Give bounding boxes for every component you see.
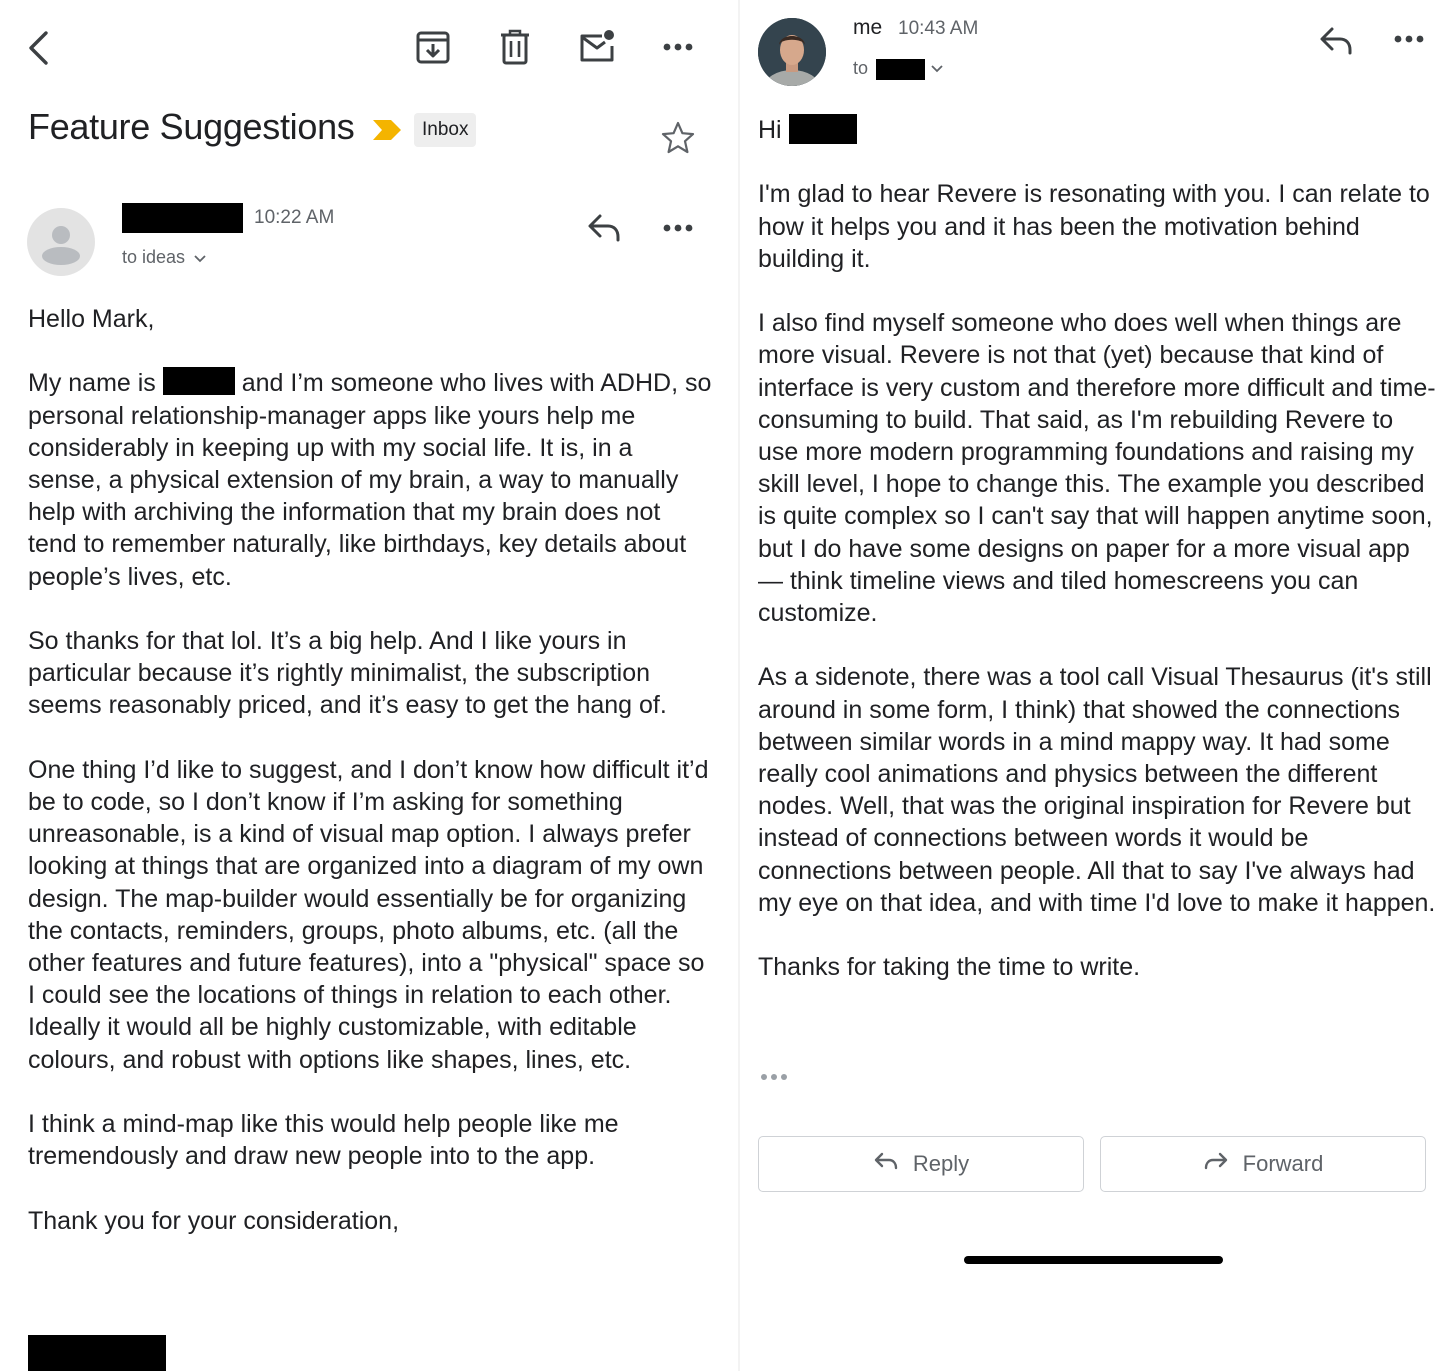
reply-body: [758, 114, 1438, 983]
body-paragraph: One thing I’d like to suggest, and I don’t know how difficult it’d be to code, so I don’t know if I’m asking for something unreasonable, is a kind of visual map option. I always prefer looking at things that are organized into a diagram of my own design. The map-builder would essentially be for organizing the contacts, reminders, groups, photo albums, etc. (all the other features and future features), into a "physical" space so I could see the locations of things in relation to each other. Ideally it would all be highly customizable, with editable colours, and robust with options like shapes, lines, etc.: [28, 755, 709, 1074]
closing: Thank you for your consideration,: [28, 1206, 400, 1235]
show-trimmed-content-icon[interactable]: [760, 1072, 790, 1082]
intro-text: My name is: [28, 369, 156, 398]
reply-button-label: Reply: [912, 1151, 970, 1176]
redacted-recipient: [876, 59, 925, 80]
body-paragraph: I also find myself someone who does well when things are more visual. Revere is not that (yet) because that kind of interface is very custom and therefore more difficult and time-consuming to build. That said, as I'm rebuilding Revere to use more modern programming foundations and raising my skill level, I hope to change this. The example you described is quite complex so I can't say that will happen anytime soon, but I do have some designs on paper for a more visual app — think timeline views and tiled homescreens you can customize.: [758, 309, 1436, 628]
redacted-name: [163, 367, 235, 395]
archive-icon[interactable]: [415, 29, 451, 65]
intro-text-continued: and I’m someone who lives with ADHD, so personal relationship-manager apps like yours help me considerably in keeping up with my social life. It is, in a sense, a physical extension of my brain, a way to manually help with archiving the information that my brain does not tend to remember naturally, like birthdays, key details about people’s lives, etc.: [28, 369, 712, 591]
closing: Thanks for taking the time to write.: [758, 953, 1141, 982]
redacted-name: [789, 114, 857, 144]
recipients-toggle[interactable]: [122, 247, 206, 268]
forward-button-label: Forward: [1242, 1151, 1324, 1176]
mark-unread-icon[interactable]: [578, 28, 616, 64]
body-paragraph: So thanks for that lol. It’s a big help. And I like yours in particular because it’s rightly minimalist, the subscription seems reasonably priced, and it’s easy to get the hang of.: [28, 627, 667, 720]
redacted-signature: [28, 1335, 166, 1371]
recipient-text: to: [853, 58, 869, 78]
reply-arrow-icon: [873, 1151, 899, 1177]
greeting: Hello Mark,: [28, 305, 155, 333]
reply-recipients-toggle[interactable]: [853, 58, 868, 79]
star-icon[interactable]: [660, 120, 696, 156]
reply-icon[interactable]: [1318, 25, 1354, 55]
body-paragraph: As a sidenote, there was a tool call Visual Thesaurus (it's still around in some form, I think) that showed the connections between similar words in a mind mappy way. It had some really cool animations and physics between the different nodes. Well, that was the original inspiration for Revere but instead of connections between words it would be connections between people. All that to say I've always had my eye on that idea, and with time I'd love to make it happen.: [758, 663, 1436, 917]
recipient-text: to ideas: [122, 247, 186, 267]
trash-icon[interactable]: [498, 29, 532, 65]
forward-arrow-icon: [1203, 1151, 1229, 1177]
chevron-down-icon[interactable]: [931, 65, 943, 73]
back-arrow-icon[interactable]: [26, 30, 52, 66]
sender-avatar[interactable]: [27, 208, 95, 276]
greeting: Hi: [758, 116, 782, 144]
redacted-sender-name: [122, 203, 243, 233]
reply-button[interactable]: [758, 1136, 1084, 1192]
email-subject: Feature Suggestions: [28, 106, 355, 147]
sender-avatar-photo[interactable]: [758, 18, 826, 86]
body-paragraph: I think a mind-map like this would help people like me tremendously and draw new people into to the app.: [28, 1110, 619, 1171]
sender-name: me: [853, 16, 883, 39]
message-time: 10:22 AM: [254, 207, 335, 228]
more-horizontal-icon[interactable]: [663, 42, 693, 52]
message-body: [28, 303, 713, 1237]
importance-marker-icon: [371, 118, 403, 142]
message-more-icon[interactable]: [1394, 34, 1424, 44]
body-paragraph: [28, 367, 713, 592]
forward-button[interactable]: [1100, 1136, 1426, 1192]
reply-icon[interactable]: [586, 212, 622, 242]
body-paragraph: I'm glad to hear Revere is resonating with you. I can relate to how it helps you and it has been the motivation behind building it.: [758, 180, 1430, 273]
chevron-down-icon: [194, 247, 206, 268]
greeting-line: [758, 114, 1438, 146]
inbox-label-badge[interactable]: Inbox: [414, 113, 476, 147]
message-more-icon[interactable]: [663, 223, 693, 233]
reply-time: 10:43 AM: [898, 18, 979, 39]
home-indicator[interactable]: [964, 1256, 1223, 1264]
